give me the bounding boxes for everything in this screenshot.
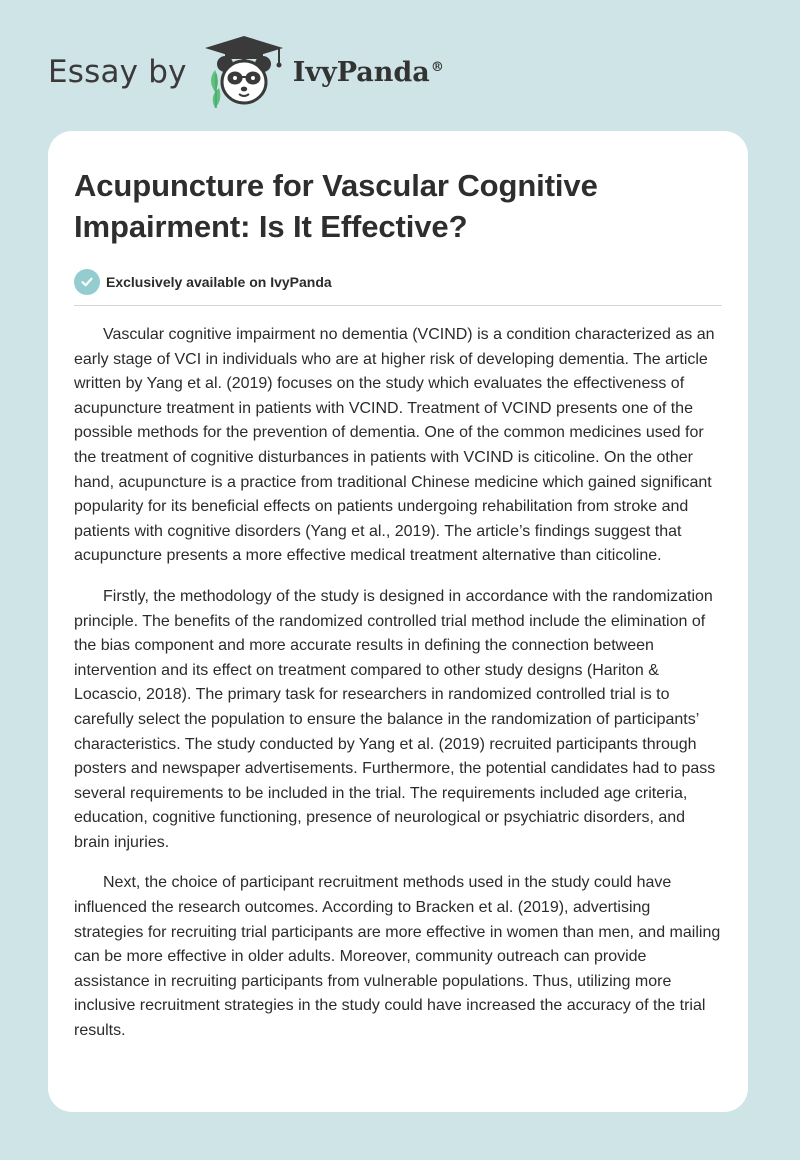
site-header bbox=[48, 34, 444, 110]
essay-body bbox=[74, 323, 722, 1044]
body-paragraph: Next, the choice of participant recruitment methods used in the study could have influenced the research outcomes. According to Bracken et al. (2019), advertising strategies for recruiting trial participants are more effective in women than men, and mailing can be more effective in older adults. Moreover, community outreach can provide assistance in recruiting participants from vulnerable populations. Thus, utilizing more inclusive recruitment strategies in the study could have increased the accuracy of the trial results. bbox=[74, 874, 721, 1040]
essay-title: Acupuncture for Vascular Cognitive Impairment: Is It Effective? bbox=[74, 168, 598, 244]
ivypanda-wordmark[interactable] bbox=[293, 57, 444, 88]
checkmark-icon bbox=[74, 269, 100, 295]
body-paragraph: Firstly, the methodology of the study is designed in accordance with the randomization principle. The benefits of the randomized controlled trial method include the elimination of the bias component and more accurate results in defining the connection between intervention and its effect on treatment compared to other study designs (Hariton & Locascio, 2018). The primary task for researchers in randomized controlled trial is to carefully select the population to ensure the balance in the randomization of participants’ characteristics. The study conducted by Yang et al. (2019) recruited participants through posters and newspaper advertisements. Furthermore, the potential candidates had to pass several requirements to be included in the trial. The requirements included age criteria, education, cognitive functioning, presence of neurological or psychiatric disorders, and brain injuries. bbox=[74, 587, 716, 851]
brand-name-text: IvyPanda bbox=[292, 56, 430, 88]
registered-mark: ® bbox=[430, 59, 444, 75]
exclusive-badge-label: Exclusively available on IvyPanda bbox=[106, 274, 332, 290]
essay-by-label: Essay by bbox=[48, 54, 187, 90]
body-paragraph: Vascular cognitive impairment no dementia (VCIND) is a condition characterized as an early stage of VCI in individuals who are at higher risk of developing dementia. The article written by Yang et al. (2019) focuses on the study which evaluates the effectiveness of acupuncture treatment in patients with VCIND. Treatment of VCIND presents one of the possible methods for the prevention of dementia. One of the common medicines used for the treatment of cognitive disturbances in patients with VCIND is citicoline. On the other hand, acupuncture is a practice from traditional Chinese medicine which gained significant popularity for its beneficial effects on patients undergoing rehabilitation from stroke and patients with cognitive disorders (Yang et al., 2019). The article’s findings suggest that acupuncture presents a more effective medical treatment alternative than citicoline. bbox=[74, 326, 715, 565]
exclusive-badge bbox=[74, 269, 722, 295]
divider bbox=[74, 305, 722, 306]
essay-card bbox=[48, 131, 748, 1112]
panda-logo-icon[interactable] bbox=[201, 34, 287, 110]
